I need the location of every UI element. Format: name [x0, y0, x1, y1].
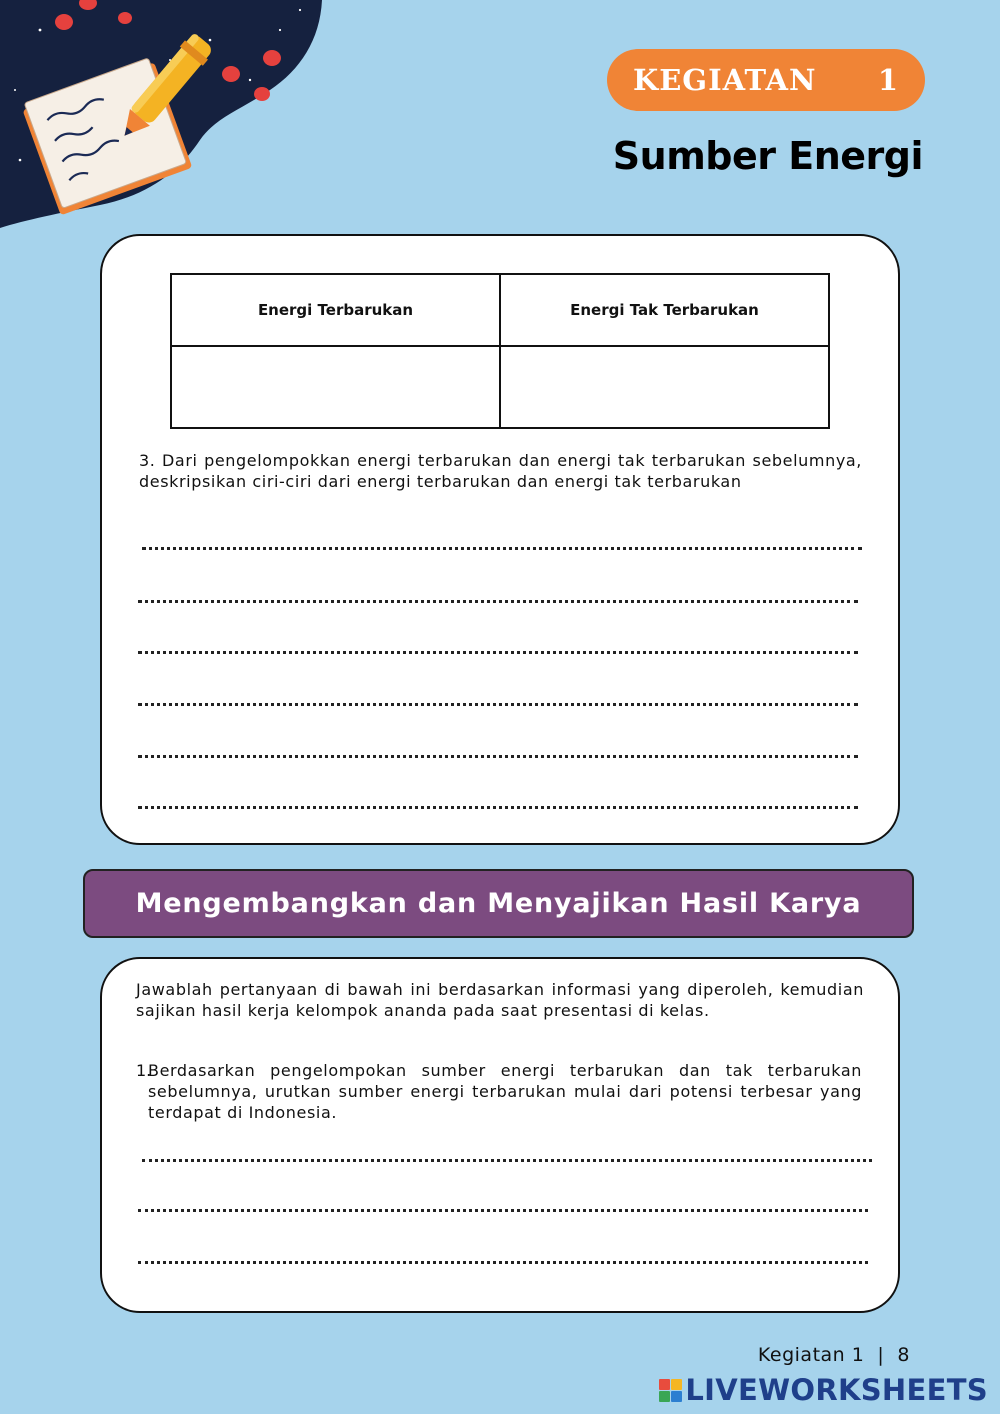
answer-line[interactable]	[138, 1261, 868, 1264]
question-3-text: 3. Dari pengelompokkan energi terbarukan dan energi tak terbarukan sebelumnya, deskripsikan ciri-ciri dari energi terbarukan dan energi tak terbarukan	[139, 451, 862, 491]
page-title: Sumber Energi	[612, 134, 923, 178]
question-1-number: 1.	[136, 1061, 152, 1080]
answer-line[interactable]	[138, 651, 858, 654]
answer-line[interactable]	[138, 1209, 868, 1212]
activity-badge	[607, 49, 925, 111]
question-card-1	[100, 234, 900, 845]
table-header-nonrenewable: Energi Tak Terbarukan	[500, 274, 829, 346]
answer-line[interactable]	[138, 755, 858, 758]
page-footer: Kegiatan 1 | 8	[757, 1344, 910, 1366]
table-header-renewable: Energi Terbarukan	[171, 274, 500, 346]
section-banner-title: Mengembangkan dan Menyajikan Hasil Karya	[135, 888, 862, 919]
answer-line[interactable]	[142, 1159, 872, 1162]
question-1-text: Berdasarkan pengelompokan sumber energi terbarukan dan tak terbarukan sebelumnya, urutkan sumber energi terbarukan mulai dari potensi terbesar yang terdapat di Indonesia.	[148, 1061, 862, 1122]
notebook-pen-illustration	[0, 0, 330, 230]
answer-line[interactable]	[138, 806, 858, 809]
nonrenewable-answer-cell[interactable]	[500, 346, 829, 428]
brand-name: LIVEWORKSHEETS	[685, 1373, 988, 1407]
badge-label: KEGIATAN	[633, 63, 817, 97]
energy-classification-table	[170, 273, 830, 429]
liveworksheets-icon	[659, 1379, 682, 1402]
question-card-2	[100, 957, 900, 1313]
section-banner	[83, 869, 914, 938]
liveworksheets-logo	[659, 1373, 988, 1407]
renewable-answer-cell[interactable]	[171, 346, 500, 428]
answer-line[interactable]	[138, 703, 858, 706]
answer-line[interactable]	[142, 547, 862, 550]
answer-line[interactable]	[138, 600, 858, 603]
instruction-text: Jawablah pertanyaan di bawah ini berdasarkan informasi yang diperoleh, kemudian sajikan hasil kerja kelompok ananda pada saat presentasi di kelas.	[136, 980, 864, 1020]
badge-number: 1	[877, 63, 899, 97]
